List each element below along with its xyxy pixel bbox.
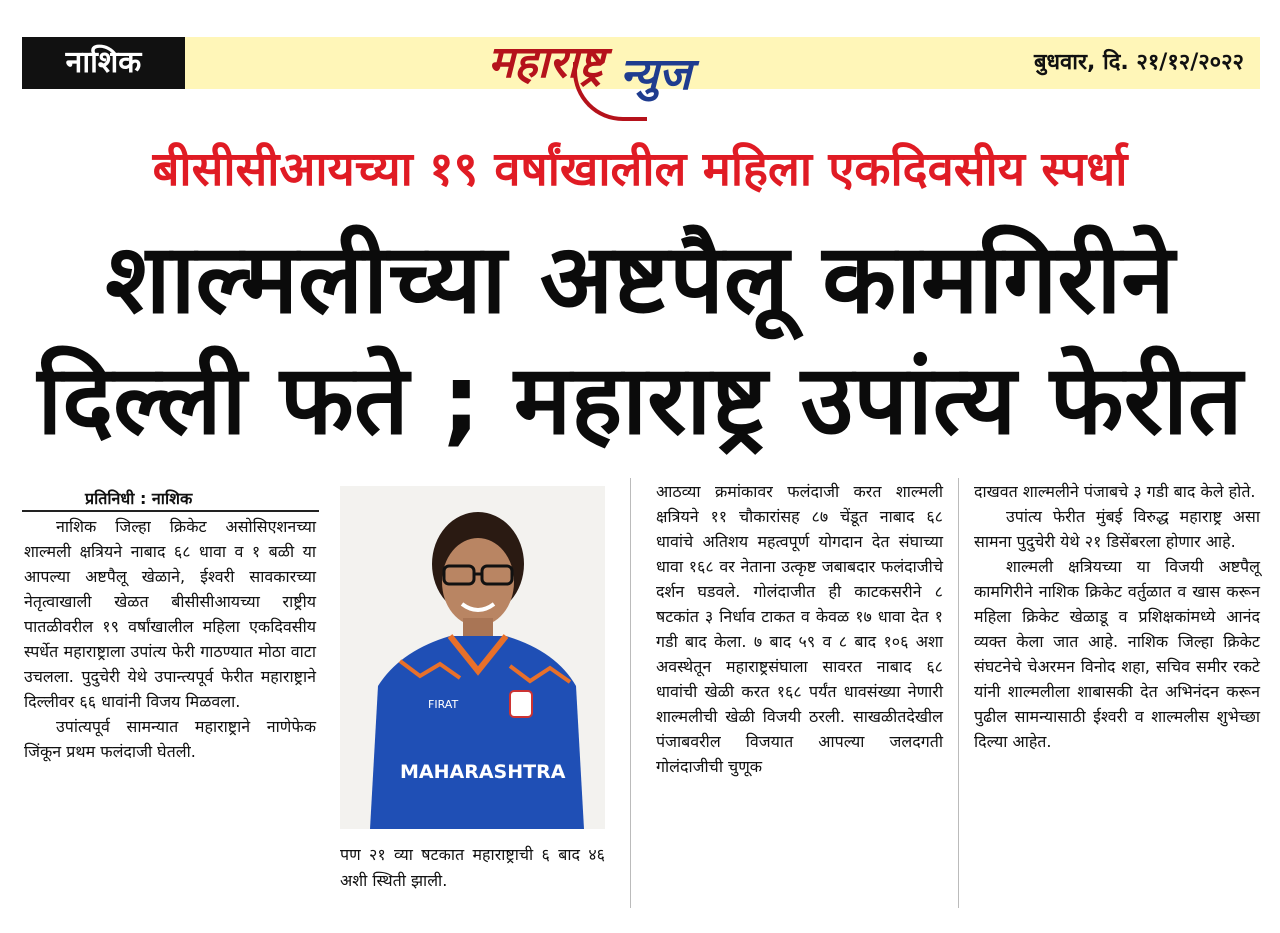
column-divider [958,478,959,908]
article-column-4 [974,479,1260,754]
headline-line-1: शाल्मलीच्या अष्टपैलू कामगिरीने [105,223,1175,335]
logo-text-maharashtra: महाराष्ट्र [488,37,605,88]
svg-text:FIRAT: FIRAT [428,698,459,711]
paragraph: उपांत्य फेरीत मुंबई विरुद्ध महाराष्ट्र असा सामना पुदुचेरी येथे २१ डिसेंबरला होणार आहे. [974,507,1260,551]
newspaper-logo [488,22,748,122]
paragraph: आठव्या क्रमांकावर फलंदाजी करत शाल्मली क्षत्रियने ११ चौकारांसह ८७ चेंडूत नाबाद ६८ धावांचे अतिशय महत्वपूर्ण योगदान देत संघाच्या धावा १६८ वर नेताना उत्कृष्ट जबाबदार फलंदाजीचे दर्शन घडवले. गोलंदाजीत ही काटकसरीने ८ षटकांत ३ निर्धाव टाकत व केवळ १७ धावा देत १ गडी बाद केला. ७ बाद ५९ व ८ बाद १०६ अशा अवस्थेतून महाराष्ट्रसंघाला सावरत नाबाद ६८ धावांची खेळी करत १६८ पर्यंत धावसंख्या नेणारी शाल्मलीची खेळी विजयी ठरली. साखळीतदेखील पंजाबवरील विजयात आपल्या जलदगती गोलंदाजीची चुणूक [656,482,943,776]
headline-line-2: दिल्ली फते ; महाराष्ट्र उपांत्य फेरीत [37,344,1243,456]
paragraph: उपांत्यपूर्व सामन्यात महाराष्ट्राने नाणेफेक जिंकून प्रथम फलंदाजी घेतली. [24,717,316,761]
paragraph: शाल्मली क्षत्रियच्या या विजयी अष्टपैलू कामगिरीने नाशिक क्रिकेट वर्तुळात व खास करून महिला क्रिकेट खेळाडू व प्रशिक्षकांमध्ये आनंद व्यक्त केला जात आहे. नाशिक जिल्हा क्रिकेट संघटनेचे चेअरमन विनोद शहा, सचिव समीर रकटे यांनी शाल्मलीला शाबासकी देत अभिनंदन करून पुढील सामन्यासाठी ईश्वरी व शाल्मलीस शुभेच्छा दिल्या आहेत. [974,557,1260,751]
edition-city-label: नाशिक [22,37,185,89]
photo-caption-text: पण २१ व्या षटकात महाराष्ट्राची ६ बाद ४६ अशी स्थिती झाली. [340,845,605,890]
publication-date: बुधवार, दि. २१/१२/२०२२ [1033,50,1244,75]
paragraph: दाखवत शाल्मलीने पंजाबचे ३ गडी बाद केले होते. [974,482,1256,501]
byline: प्रतिनिधी : नाशिक [85,489,193,508]
article-column-3 [656,479,943,779]
jersey-text: MAHARASHTRA [400,761,566,783]
article-column-1 [24,514,316,764]
kicker-headline: बीसीसीआयच्या १९ वर्षांखालील महिला एकदिवसीय स्पर्धा [152,142,1128,197]
column-divider [630,478,631,908]
logo-text-news: न्युज [620,49,692,100]
byline-rule [22,510,319,512]
player-photo [340,486,605,829]
paragraph: नाशिक जिल्हा क्रिकेट असोसिएशनच्या शाल्मली क्षत्रियने नाबाद ६८ धावा व १ बळी या आपल्या अष्टपैलू खेळाने, ईश्वरी सावकारच्या नेतृत्वाखाली खेळत बीसीसीआयच्या राष्ट्रीय पातळीवरील १९ वर्षांखालील महिला एकदिवसीय स्पर्धेत महाराष्ट्राला उपांत्य फेरी गाठण्यात मोठा वाटा उचलला. पुदुचेरी येथे उपान्त्यपूर्व फेरीत महाराष्ट्राने दिल्लीवर ६६ धावांनी विजय मिळवला. [24,517,316,711]
